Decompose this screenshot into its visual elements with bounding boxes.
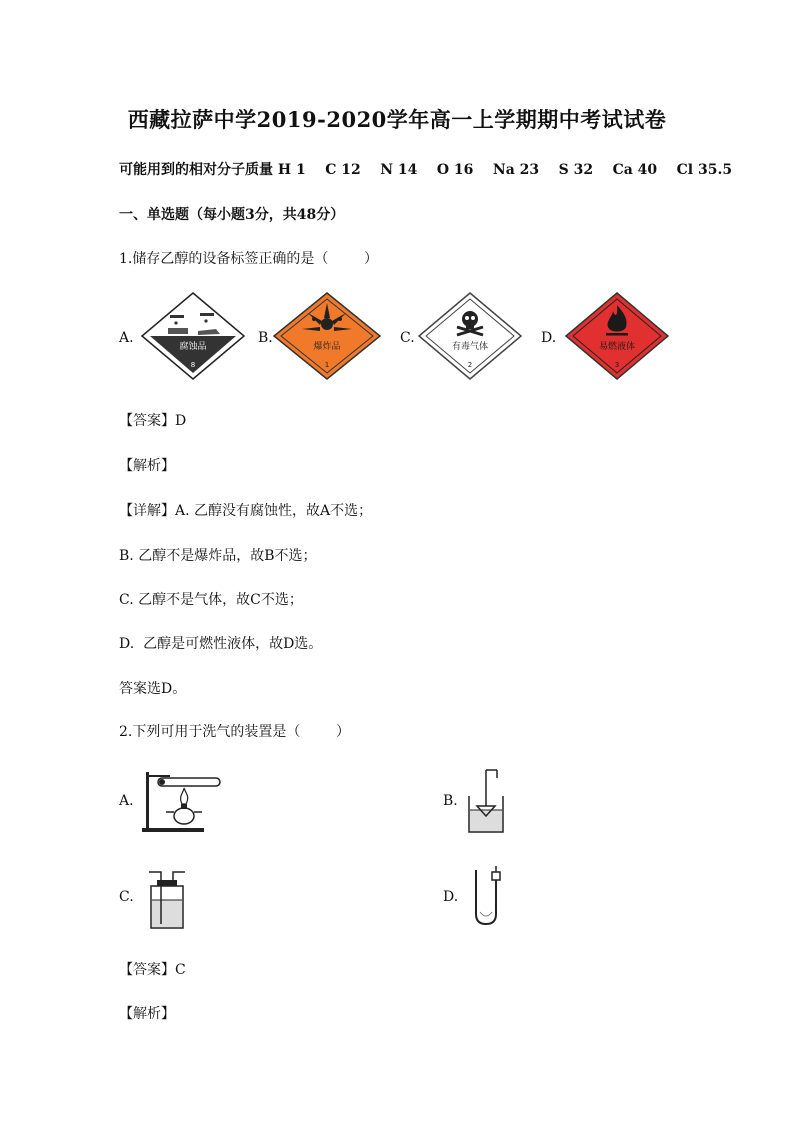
q2-analysis-heading: 【解析】: [119, 1006, 175, 1022]
q1-detail-line: 【详解】A. 乙醇没有腐蚀性，故A不选；: [119, 503, 373, 519]
gas-washing-bottle-icon: [143, 864, 189, 930]
page-title: 西藏拉萨中学2019-2020学年高一上学期期中考试试卷: [127, 107, 667, 132]
q2-option-d-figure: [466, 862, 510, 928]
q1-detail-line: 答案选D。: [119, 681, 187, 697]
q1-option-c-sign: [417, 291, 523, 381]
question-2-stem: 2.下列可用于洗气的装置是（ ）: [119, 724, 350, 740]
q1-b-sign-text: 爆炸品: [313, 342, 341, 352]
q1-detail-line: B. 乙醇不是爆炸品，故B不选；: [119, 548, 317, 564]
q1-a-class-no: 8: [190, 361, 196, 369]
beaker-funnel-icon: [463, 766, 509, 834]
q1-option-b-letter: B.: [258, 330, 273, 346]
q1-answer: 【答案】D: [119, 413, 187, 429]
q2-option-c-figure: [143, 864, 189, 930]
q1-detail-line: D. 乙醇是可燃性液体，故D选。: [119, 636, 323, 652]
q2-option-d-letter: D.: [443, 889, 459, 905]
q1-c-sign-text: 有毒气体: [451, 342, 489, 352]
q1-d-sign-text: 易燃液体: [598, 342, 636, 352]
q2-option-a-figure: [140, 766, 224, 834]
relative-masses-line: 可能用到的相对分子质量 H 1 C 12 N 14 O 16 Na 23 S 32 Ca 40 Cl 35.5: [119, 162, 733, 178]
q2-option-b-figure: [463, 766, 509, 834]
q1-d-class-no: 3: [614, 361, 620, 369]
q1-analysis-heading: 【解析】: [119, 458, 175, 474]
q1-option-c-letter: C.: [400, 330, 415, 346]
q2-option-b-letter: B.: [443, 793, 458, 809]
q2-option-a-letter: A.: [119, 793, 134, 809]
q1-c-class-no: 2: [467, 361, 473, 369]
q1-b-class-no: 1: [324, 361, 330, 369]
section-heading: 一、单选题（每小题3分，共48分）: [119, 207, 345, 223]
u-tube-icon: [466, 862, 510, 928]
q1-option-d-letter: D.: [541, 330, 557, 346]
q2-option-c-letter: C.: [119, 889, 134, 905]
q2-answer: 【答案】C: [119, 962, 186, 978]
q1-a-sign-text: 腐蚀品: [179, 342, 207, 352]
q1-detail-line: C. 乙醇不是气体，故C不选；: [119, 592, 303, 608]
q1-option-a-sign: [140, 291, 246, 381]
heating-apparatus-icon: [140, 766, 224, 834]
q1-option-b-sign: [272, 291, 382, 381]
question-1-stem: 1.储存乙醇的设备标签正确的是（ ）: [119, 251, 378, 267]
q1-option-a-letter: A.: [119, 330, 134, 346]
q1-option-d-sign: [564, 291, 670, 381]
